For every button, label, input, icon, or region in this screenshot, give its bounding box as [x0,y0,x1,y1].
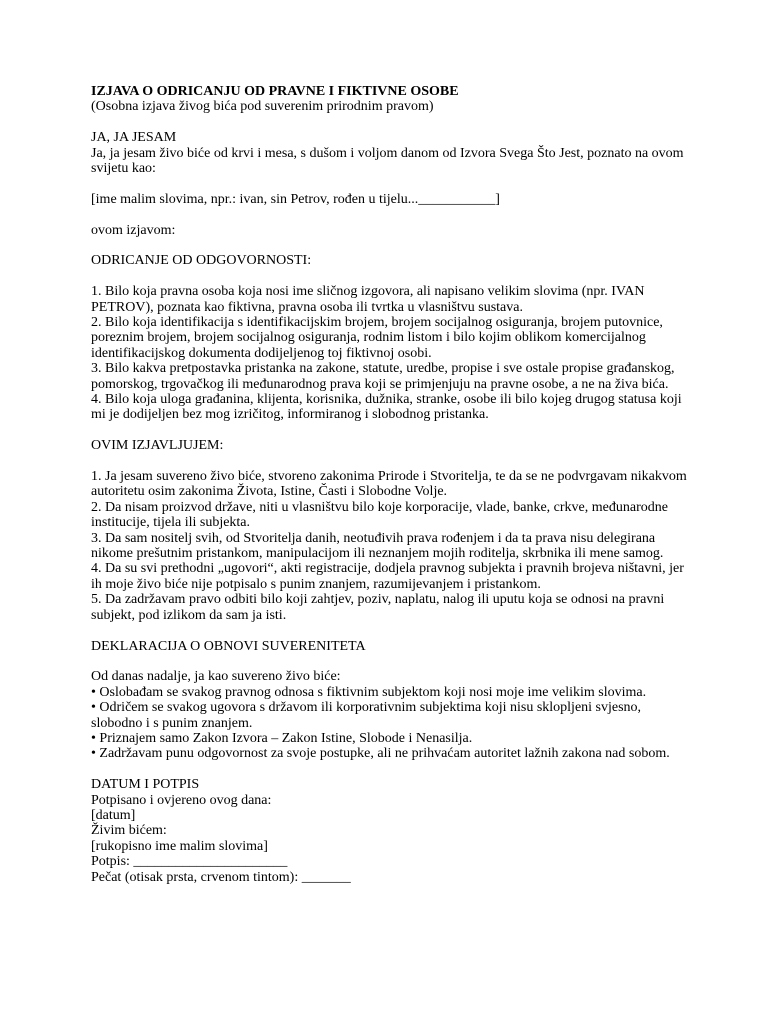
document-page [91,84,691,885]
sovereignty-item: • Zadržavam punu odgovornost za svoje postupke, ali ne prihvaćam autoritet lažnih zakona nad sobom. [91,746,670,762]
disclaimer-item: 1. Bilo koja pravna osoba koja nosi ime sličnog izgovora, ali napisano velikim slovima (npr. IVAN PETROV), poznata kao fiktivna, pravna osoba ili tvrtka u vlasništvu sustava. [91,284,645,315]
disclaimer-heading: ODRICANJE OD ODGOVORNOSTI: [91,253,312,269]
disclaimer-item: 3. Bilo kakva pretpostavka pristanka na zakone, statute, uredbe, propise i sve ostale propise građanskog, pomorskog, trgovačkog ili međunarodnog prava koji se primjenjuju na pravne osobe, a ne na živa bića. [91,361,675,392]
declaration-item: 3. Da sam nositelj svih, od Stvoritelja danih, neotuđivih prava rođenjem i da ta prava nisu delegirana nikome prešutnim pristankom, manipulacijom ili neznanjem mojih roditelja, skrbnika ili mene samog. [91,530,664,562]
disclaimer-item: 2. Bilo koja identifikacija s identifikacijskim brojem, brojem socijalnog osiguranja, brojem putovnice, poreznim brojem, brojem socijalnog osiguranja, rodnim listom i bilo kojim oblikom komercijalnog identifikacijskog dokumenta dodijeljenog toj fiktivnoj osobi. [91,315,663,361]
document-title: IZJAVA O ODRICANJU OD PRAVNE I FIKTIVNE OSOBE [91,84,459,99]
sovereignty-heading: DEKLARACIJA O OBNOVI SUVERENITETA [91,638,366,654]
document-subtitle: (Osobna izjava živog bića pod suverenim prirodnim pravom) [91,99,434,115]
handwritten-name-placeholder: [rukopisno ime malim slovima] [91,838,268,854]
declaration-item: 2. Da nisam proizvod države, niti u vlasništvu bilo koje korporacije, vlade, banke, crkve, međunarodne institucije, tijela ili subjekta. [91,499,668,531]
declaration-item: 1. Ja jesam suvereno živo biće, stvoreno zakonima Prirode i Stvoritelja, te da se ne podvrgavam nikakvom autoritetu osim zakonima Života, Istine, Časti i Slobodne Volje. [91,469,687,500]
declaration-item: 5. Da zadržavam pravo odbiti bilo koji zahtjev, poziv, naplatu, nalog ili uputu koja se odnosi na pravni subjekt, pod izlikom da sam ja isti. [91,592,665,623]
signature-line: Potpisano i ovjereno ovog dana: [91,792,272,808]
declaration-item: 4. Da su svi prethodni „ugovori“, akti registracije, dodjela pravnog subjekta i pravnih brojeva ništavni, jer ih moje živo biće nije potpisalo s punim znanjem, razumijevanjem i pristankom. [91,561,684,592]
signature-heading: DATUM I POTPIS [91,777,200,793]
date-placeholder: [datum] [91,807,136,823]
signature-field: Potpis: ______________________ [91,854,288,870]
sovereignty-item: • Priznajem samo Zakon Izvora – Zakon Istine, Slobode i Nenasilja. [91,730,473,746]
declaration-heading: OVIM IZJAVLJUJEM: [91,438,224,454]
sovereignty-item: • Odričem se svakog ugovora s državom ili korporativnim subjektima koji nisu sklopljeni svjesno, slobodno i s punim znanjem. [91,700,642,731]
seal-field: Pečat (otisak prsta, crvenom tintom): _______ [91,869,351,885]
intro-heading: JA, JA JESAM [91,130,177,146]
sovereignty-item: • Oslobađam se svakog pravnog odnosa s fiktivnim subjektom koji nosi moje ime velikim slovima. [91,684,647,700]
intro-text: Ja, ja jesam živo biće od krvi i mesa, s dušom i voljom danom od Izvora Svega Što Jest, poznato na ovom svijetu kao: [91,145,684,177]
signature-line: Živim bićem: [91,823,167,839]
disclaimer-item: 4. Bilo koja uloga građanina, klijenta, korisnika, dužnika, stranke, osobe ili bilo kojeg drugog statusa koji mi je dodijeljen bez mog izričitog, informiranog i slobodnog pristanka. [91,392,682,423]
name-placeholder: [ime malim slovima, npr.: ivan, sin Petrov, rođen u tijelu...___________] [91,191,500,207]
sovereignty-lead: Od danas nadalje, ja kao suvereno živo biće: [91,669,341,685]
by-declaration-text: ovom izjavom: [91,222,176,238]
